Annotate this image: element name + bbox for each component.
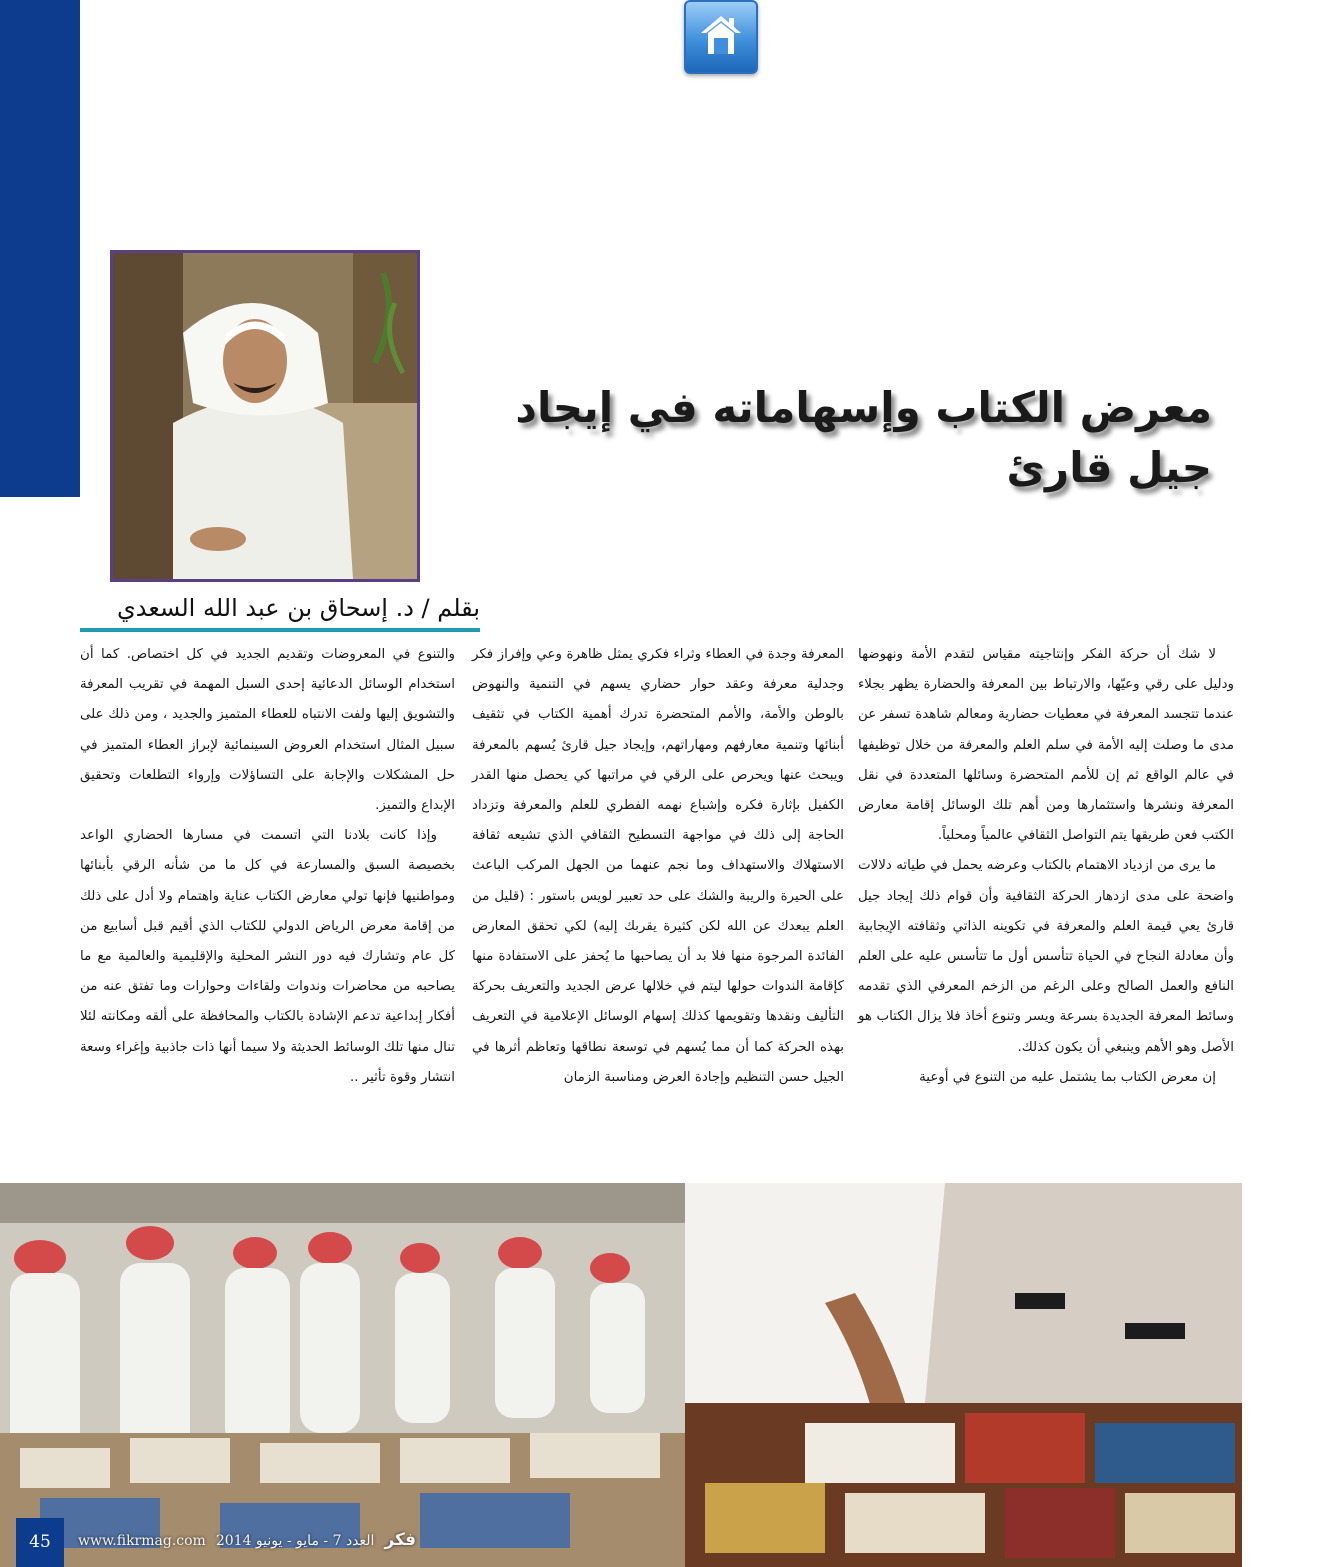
article-title: معرض الكتاب وإسهاماته في إيجاد جيل قارئ (515, 383, 1212, 492)
page-number: 45 (16, 1518, 64, 1567)
paragraph: والتنوع في المعروضات وتقديم الجديد في كل اختصاص. كما أن استخدام الوسائل الدعائية إحدى السبل المهمة في تقريب المعرفة والتشويق إليها ولفت الانتباه للعطاء المتميز والجديد ، ومن ذلك على سبيل المثال استخدام العروض السينمائية لإبراز العطاء المتميز في حل المشكلات والإجابة على التساؤلات وإرواء التطلعات وتحقيق الإبداع والتميز. (80, 647, 455, 814)
author-photo (110, 250, 420, 582)
paragraph: وإذا كانت بلادنا التي اتسمت في مسارها الحضاري الواعد بخصيصة السبق والمسارعة في كل ما من شأنه الرقي بأبنائها ومواطنيها فإنها تولي معارض الكتاب عناية واهتمام ولا أدل على ذلك من إقامة معرض الرياض الدولي للكتاب الذي أقيم قبل أسابيع من كل عام وتشارك فيه دور النشر المحلية والإقليمية والعالمية مع ما يصاحبه من محاضرات وندوات ولقاءات وحوارات وما تفتق عنه من أفكار إبداعية تدعم الإشادة بالكتاب والمحافظة على ألقه ومكانته لئلا تنال منها تلك الوسائط الحديثة ولا سيما أنها ذات جاذبية وإغراء وسعة انتشار وقوة تأثير .. (80, 828, 455, 1085)
paragraph: لا شك أن حركة الفكر وإنتاجيته مقياس لتقدم الأمة ونهوضها ودليل على رقي وعيّها، والارتباط بين المعرفة والحضارة يظهر بجلاء عندما تتجسد المعرفة في معطيات حضارية ومعالم شاهدة تسفر عن مدى ما وصلت إليه الأمة في سلم العلم والمعرفة من خلال توظيفها في عالم الواقع ثم إن للأمم المتحضرة وسائلها المتعددة في نقل المعرفة ونشرها واستثمارها ومن أهم تلك الوسائل إقامة معارض الكتب فعن طريقها يتم التواصل الثقافي عالمياً ومحلياً. (858, 647, 1234, 844)
books-table-photo (685, 1183, 1242, 1567)
text-column-2 (472, 640, 844, 1093)
page-footer (78, 1530, 416, 1550)
author-byline: بقلم / د. إسحاق بن عبد الله السعدي (117, 594, 480, 622)
magazine-name: فكر (384, 1530, 417, 1550)
paragraph: ما يرى من ازدياد الاهتمام بالكتاب وعرضه يحمل في طياته دلالات واضحة على مدى ازدهار الحركة الثقافية وأن قوام ذلك إيجاد جيل قارئ يعي قيمة العلم والمعرفة في تكوينه الذاتي وثقافته الإيجابية وأن معادلة النجاح في الحياة تتأسس أول ما تتأسس عليه على العلم النافع والعمل الصالح وعلى الرغم من الزخم المعرفي الذي تقدمه وسائط المعرفة الجديدة بسرعة ويسر وتنوع أخاذ فلا يزال الكتاب هو الأصل وهو الأهم وينبغي أن يكون كذلك. (858, 858, 1234, 1055)
side-accent-bar (0, 0, 80, 497)
website-link[interactable]: www.fikrmag.com (78, 1533, 206, 1549)
text-column-1 (858, 640, 1234, 1093)
book-fair-crowd-photo (0, 1183, 685, 1567)
byline-underline (80, 628, 480, 632)
text-column-3 (80, 640, 455, 1093)
issue-info: العدد 7 - مايو - يونيو 2014 (215, 1533, 375, 1549)
paragraph: إن معرض الكتاب بما يشتمل عليه من التنوع في أوعية (919, 1069, 1216, 1085)
paragraph: المعرفة وجدة في العطاء وثراء فكري يمثل ظاهرة وعي وإفراز فكر وجدلية معرفة وعقد حوار حضاري يسهم في التنمية والنهوض بالوطن والأمة، والأمم المتحضرة تدرك أهمية الكتاب في تثقيف أبنائها وتنمية معارفهم ومهاراتهم، وإيجاد جيل قارئ يُسهم بالمعرفة ويبحث عنها ويحرص على الرقي في مراتبها كي يحصل منها القدر الكفيل بإثارة فكره وإشباع نهمه الفطري للعلم والمعرفة وتزداد الحاجة إلى ذلك في مواجهة التسطيح الثقافي الذي تشيعه ثقافة الاستهلاك والاستهداف وما نجم عنهما من الجهل المركب الباعث على الحيرة والريبة والشك على حد تعبير لويس باستور : (قليل من العلم يبعدك عن الله لكن كثيرة يقربك إليه) لكي تحقق المعارض الفائدة المرجوة منها فلا بد أن يصاحبها ما يُحفز على الاستفادة منها كإقامة الندوات حولها ليتم في خلالها عرض الجديد والتعريف بحركة التأليف ونقدها وتقويمها كذلك إسهام الوسائل الإعلامية في التعريف بهذه الحركة كما أن مما يُسهم في توسعة نطاقها وتعاظم أثرها في الجيل حسن التنظيم وإجادة العرض ومناسبة الزمان (472, 647, 844, 1085)
home-button[interactable] (684, 0, 758, 74)
home-icon (698, 12, 744, 58)
